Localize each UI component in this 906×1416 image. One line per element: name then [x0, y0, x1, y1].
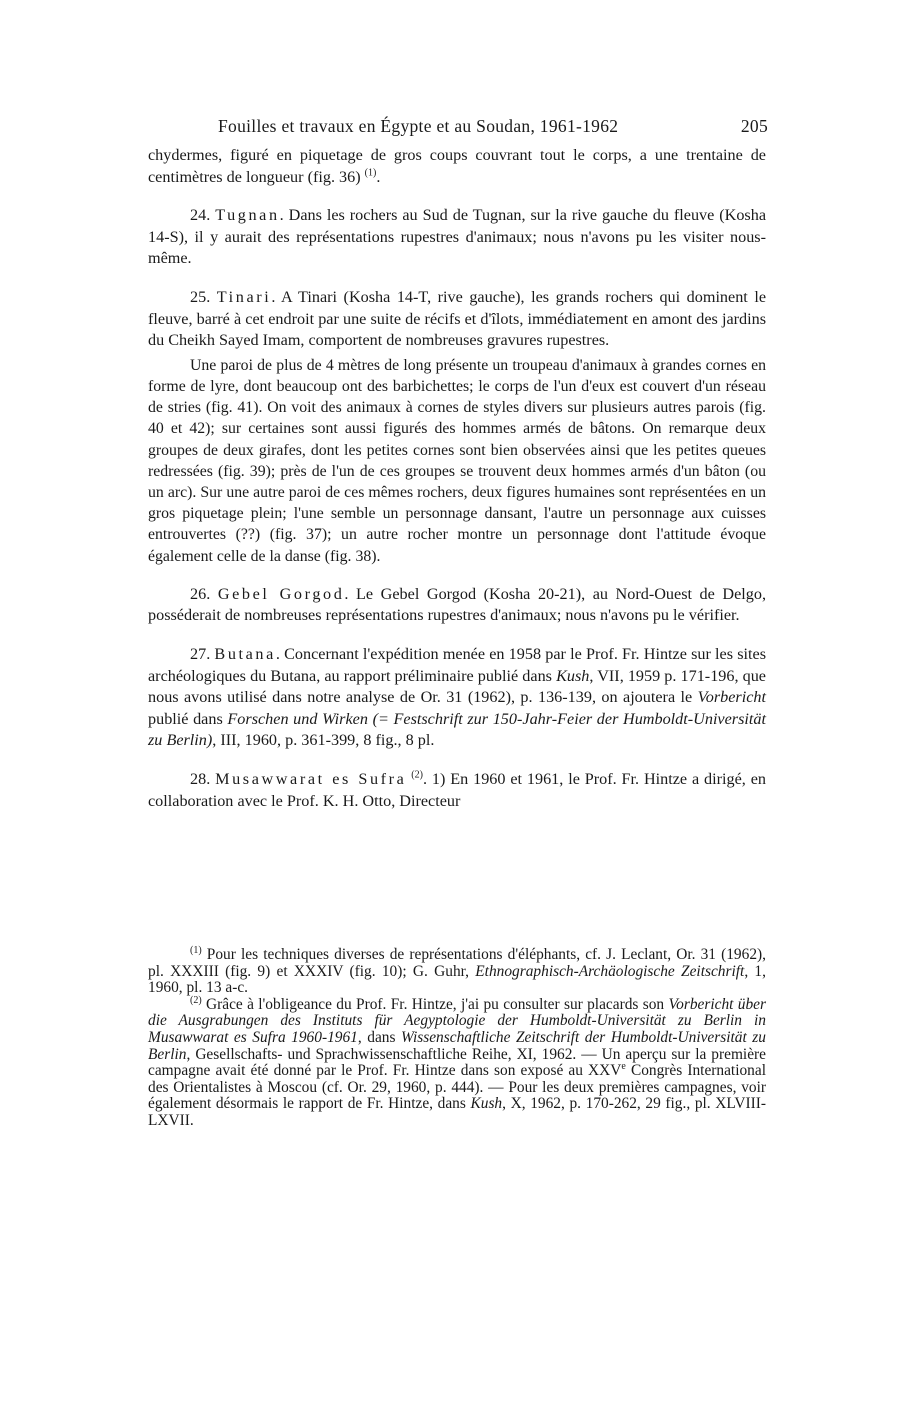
journal-title: Kush: [556, 666, 590, 685]
running-title: Fouilles et travaux en Égypte et au Soudan, 1961-1962: [218, 116, 619, 136]
site-name: Musawwarat es Sufra: [215, 769, 407, 788]
site-name: Butana: [214, 644, 276, 663]
section-24: 24. Tugnan. Dans les rochers au Sud de Tugnan, sur la rive gauche du fleuve (Kosha 14-S), il y aurait des représentations rupestres d'animaux; nous n'avons pu les visiter nous-même.: [148, 206, 767, 268]
footnote-ref-2: (2): [411, 769, 423, 781]
section-25: 25. Tinari. A Tinari (Kosha 14-T, rive gauche), les grands rochers qui dominent le fleuve, barré à cet endroit par une suite de récifs et d'îlots, immédiatement en amont des jardins du Cheikh Sayed Imam, comportent de nombreuses gravures rupestres.: [148, 287, 767, 350]
section-number: 28.: [190, 769, 211, 788]
report-title: Vorbericht: [697, 688, 766, 707]
section-number: 26.: [190, 584, 211, 603]
paragraph-continuation: chydermes, figuré en piquetage de gros coups couvrant tout le corps, a une trentaine de centimètres de longueur (fig. 36) $^{(1)}$.: [148, 146, 766, 186]
footnote-1: $^{(1)}$ Pour les techniques diverses de représentations d'éléphants, cf. J. Leclant, Or. 31 (1962), pl. XXXIII (fig. 9) et XXXIV (fig. 10); G. Guhr, Ethnographisch-Archäologische Zeitschrift, 1, 1960, pl. 13 a-c.: [148, 944, 766, 997]
page-number: 205: [740, 116, 768, 136]
section-number: 25.: [190, 287, 211, 306]
footnote-2: $^{(2)}$ Grâce à l'obligeance du Prof. Fr. Hintze, j'ai pu consulter sur placards son Vorbericht über die Ausgrabungen des Instituts für Aegyptologie der Humboldt-Universität zu Berlin in Musawwarat es Sufra 1960-1961, dans Wissenschaftliche Zeitschrift der Humboldt-Universität zu Berlin, Gesellschafts- und Sprachwissenschaftliche Reihe, XI, 1962. — Un aperçu sur la première campagne avait été donné par le Prof. Fr. Hintze dans son exposé au XXVe Congrès International des Orientalistes à Moscou (cf. Or. 29, 1960, p. 444). — Pour les deux premières campagnes, voir également désormais le rapport de Fr. Hintze, dans Kush, X, 1962, p. 170-262, 29 fig., pl. XLVIII-LXVII.: [148, 994, 766, 1129]
section-25-paragraph-2: Une paroi de plus de 4 mètres de long présente un troupeau d'animaux à grandes cornes en forme de lyre, dont beaucoup ont des barbichettes; le corps de l'un d'eux est couvert d'un réseau de stries (fig. 41). On voit des animaux à cornes de styles divers sur plusieurs autres parois (fig. 40 et 42); sur certaines sont aussi figurés des hommes armés de bâtons. On remarque deux groupes de deux girafes, dont les petites cornes sont bien observées ainsi que les petites queues redressées (fig. 39); près de l'un de ces groupes se trouvent deux hommes armés d'un bâton (ou un arc). Sur une autre paroi de ces mêmes rochers, deux figures humaines sont représentées en un gros piquetage plein; l'une semble un personnage dansant, l'autre un personnage aux cuisses entrouvertes (??) (fig. 37); un autre rocher montre un personnage dont l'attitude évoque également celle de la danse (fig. 38).: [148, 356, 766, 565]
footnote-ref-1: (1): [364, 167, 377, 179]
section-number: 27.: [190, 644, 211, 663]
section-28: 28. Musawwarat es Sufra $^{(2)}$. 1) En 1960 et 1961, le Prof. Fr. Hintze a dirigé, en collaboration avec le Prof. K. H. Otto, Directeur: [148, 769, 767, 810]
section-27: 27. Butana. Concernant l'expédition menée en 1958 par le Prof. Fr. Hintze sur les sites archéologiques du Butana, au rapport préliminaire publié dans Kush, VII, 1959 p. 171-196, que nous avons utilisé dans notre analyse de Or. 31 (1962), p. 136-139, on ajoutera le Vorbericht publié dans Forschen und Wirken (= Festschrift zur 150-Jahr-Feier der Humboldt-Universität zu Berlin), III, 1960, p. 361-399, 8 fig., 8 pl.: [148, 644, 766, 750]
footnotes: [148, 944, 766, 1130]
publication-title: Forschen und Wirken (= Festschrift zur 150-Jahr-Feier der Humboldt-Universität zu Berlin): [148, 709, 766, 750]
site-name: Gebel Gorgod: [217, 584, 345, 603]
section-number: 24.: [190, 206, 211, 225]
section-26: 26. Gebel Gorgod. Le Gebel Gorgod (Kosha 20-21), au Nord-Ouest de Delgo, posséderait de nombreuses représentations rupestres d'animaux; nous n'avons pu le vérifier.: [148, 584, 767, 625]
site-name: Tinari: [216, 287, 272, 306]
main-text: [148, 145, 766, 812]
site-name: Tugnan: [215, 206, 280, 225]
